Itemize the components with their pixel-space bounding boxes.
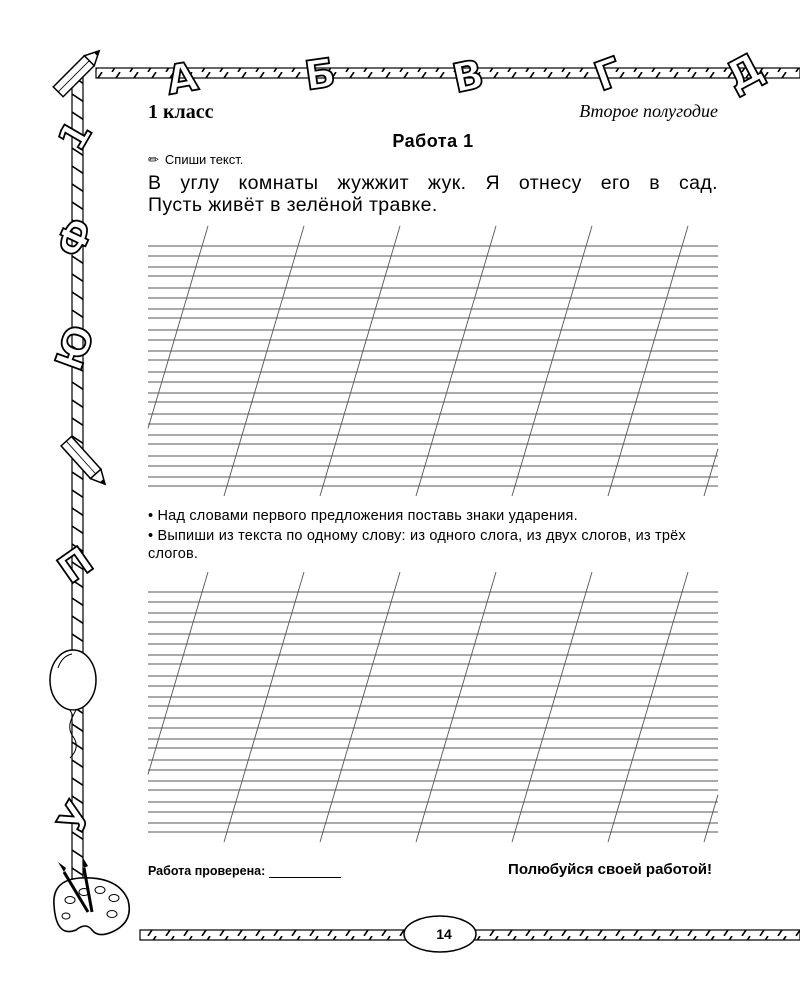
decor-letter: Ю — [46, 319, 104, 377]
text-line: Пусть живёт в зелёной травке. — [148, 194, 438, 216]
writing-area-2 — [148, 572, 718, 842]
grade-label: 1 класс — [148, 101, 214, 123]
decor-letter: Ф — [47, 211, 103, 264]
task-text: Спиши текст. — [164, 152, 244, 167]
top-border — [96, 68, 800, 78]
left-border — [72, 72, 83, 912]
slant-line — [608, 572, 688, 842]
pencil-small-icon: ✏ — [148, 152, 159, 167]
slant-line — [320, 226, 400, 496]
decor-letter: Д — [717, 44, 771, 102]
page-number: 14 — [436, 926, 452, 942]
bottom-border-right — [468, 930, 800, 940]
slant-line — [320, 572, 400, 842]
praise-text: Полюбуйся своей работой! — [508, 861, 712, 878]
slant-line — [416, 226, 496, 496]
decor-letter: Б — [301, 50, 339, 100]
decor-letter: П — [49, 538, 102, 593]
copy-text — [148, 172, 718, 216]
work-checked — [148, 864, 341, 878]
decor-letter: Г — [588, 48, 629, 101]
bullet-instruction: • Выпиши из текста по одному слову: из одного слога, из двух слогов, из трёх слогов. — [148, 528, 686, 562]
slant-line — [512, 572, 592, 842]
decor-letter: 1 — [49, 113, 101, 158]
task-instruction — [148, 152, 243, 168]
text-line: В углу комнаты жужжит жук. Я отнесу его в сад. — [148, 172, 718, 194]
slant-line — [416, 572, 496, 842]
slant-line — [608, 226, 688, 496]
pencil-icon — [61, 437, 110, 489]
palette-icon — [54, 856, 129, 935]
work-title: Работа 1 — [392, 131, 474, 151]
slant-line — [224, 572, 304, 842]
decor-letter: У — [48, 793, 102, 842]
bullet-instruction: • Над словами первого предложения поставь знаки ударения. — [148, 508, 578, 524]
slant-line — [224, 226, 304, 496]
bottom-border-left — [140, 930, 412, 940]
semester-label: Второе полугодие — [579, 101, 718, 121]
writing-area-1 — [148, 226, 718, 496]
decor-letter: В — [448, 51, 488, 103]
slant-line — [512, 226, 592, 496]
checked-blank — [269, 865, 341, 878]
checked-label: Работа проверена: — [148, 864, 266, 878]
decor-letter: А — [162, 53, 202, 105]
